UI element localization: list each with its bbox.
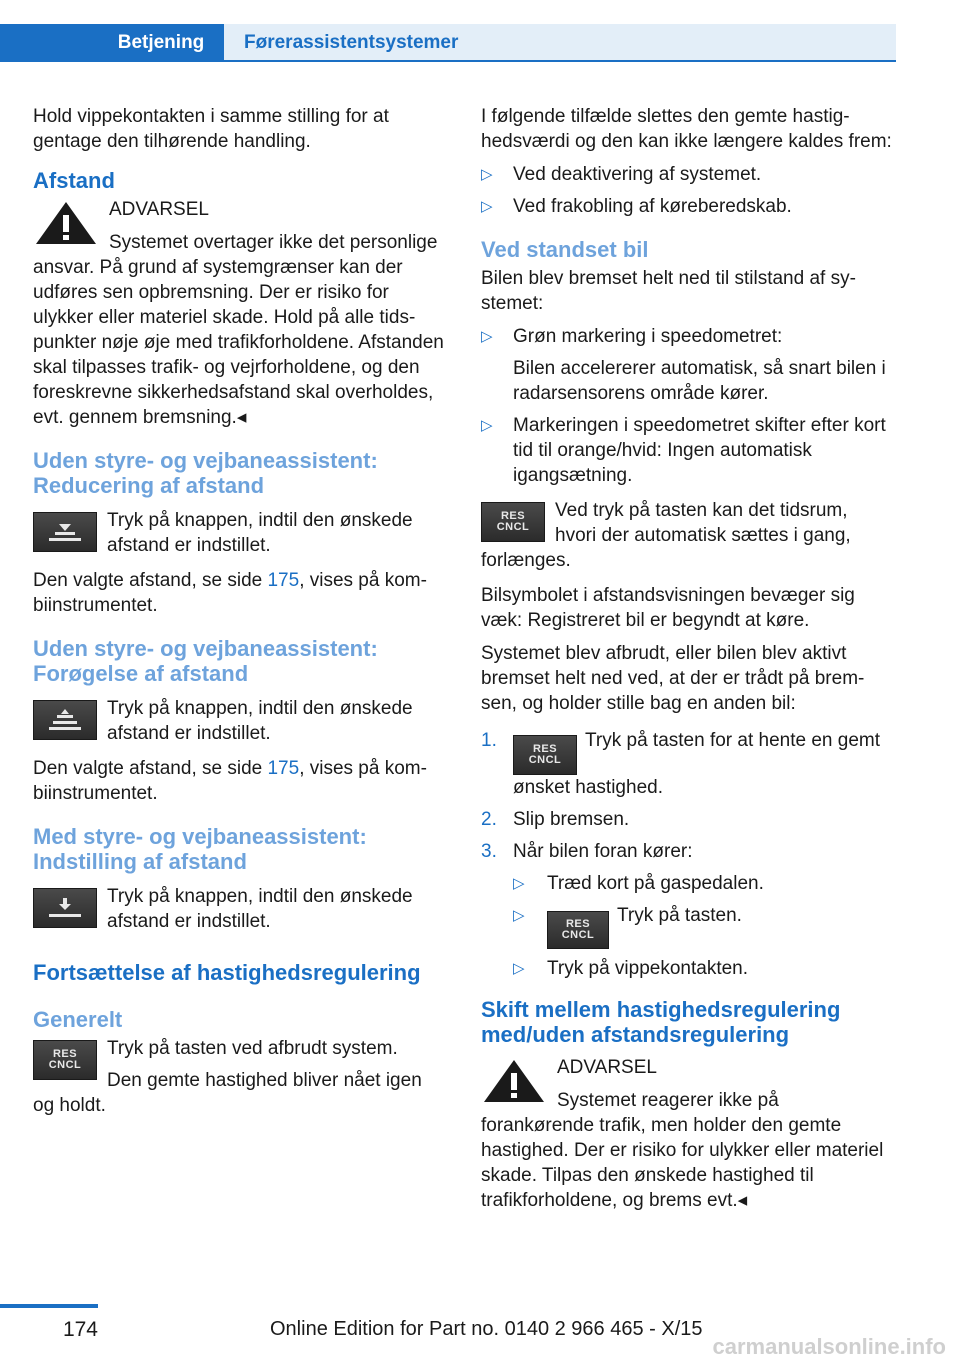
warning-text: Systemet overtager ikke det personlige ansvar. På grund af systemgrænser kan der udføres sen opbremsning. Der er risiko for ulykker eller materiel skade. Hold på alle tidspunkter nøje øje med trafikforholdene. Afstanden skal tilpasses trafik- og vejrforholdene, og den foreskrevne sikkerhedsafstand skal overholdes, evt. gennem bremsning.◂: [33, 232, 444, 428]
steering-instruction: Tryk på knappen, indtil den ønskede afstand er indstillet.: [107, 886, 413, 932]
steps-list: [481, 728, 893, 981]
list-item-text: Ved frakobling af køreberedskab.: [513, 196, 792, 217]
page-number: 174: [62, 1318, 98, 1341]
intro-text: Hold vippekontakten i samme stilling for at gentage den tilhørende handling.: [33, 106, 389, 152]
sub-step-item: [513, 956, 893, 981]
warning-label: ADVARSEL: [557, 1057, 657, 1078]
general-text-1: Tryk på tasten ved afbrudt system.: [107, 1038, 398, 1059]
list-item: [481, 162, 893, 187]
heading-general: Generelt: [33, 1007, 123, 1032]
cncl-label: CNCL: [528, 754, 562, 766]
res-label: RES: [565, 918, 591, 930]
left-column: [33, 104, 445, 1128]
heading-switch-regulation: Skift mellem hastighedsregulering med/uden afstandsregulering: [481, 997, 841, 1047]
warning-text: Systemet reagerer ikke på forankørende trafik, men holder den gemte hastighed. Der er risiko for ulykker eller materiel skade. Tilpas den ønskede hastighed til trafikforholdene, og brems evt.◂: [481, 1090, 884, 1211]
res-cncl-key-icon: [547, 911, 609, 949]
reduce-note: [33, 568, 445, 618]
sub-step-item: [513, 903, 893, 949]
warning-block: [33, 197, 445, 430]
right-column: [481, 104, 893, 1223]
stationary-intro: Bilen blev bremset helt ned til stilstand af systemet:: [481, 268, 856, 314]
warning-triangle-icon: [481, 1057, 547, 1109]
triangle-bullet-icon: ▷: [513, 960, 525, 977]
list-item-text: Markeringen i speedometret skifter efter kort tid til orange/hvid: Ingen automatisk igangsætning.: [513, 415, 886, 486]
heading-continue-speed-control: Fortsættelse af hastighedsregulering: [33, 960, 421, 985]
stationary-list: [481, 324, 893, 488]
res-extend-block: [481, 498, 893, 573]
general-key-block: [33, 1036, 445, 1118]
triangle-bullet-icon: ▷: [481, 417, 493, 434]
reduce-note-text: Den valgte afstand, se side: [33, 570, 268, 591]
step-item: [481, 728, 893, 800]
header-accent-bar: [0, 24, 98, 62]
triangle-bullet-icon: ▷: [481, 328, 493, 345]
list-item-text: Bilen accelererer automatisk, så snart bilen i radarsensorens område kører.: [513, 358, 886, 404]
cncl-label: CNCL: [48, 1059, 82, 1071]
list-item-text: Ved deaktivering af systemet.: [513, 164, 762, 185]
increase-note: [33, 756, 445, 806]
steering-key-block: [33, 884, 445, 934]
reduce-note-text-end: , vises på kombiinstrumentet.: [33, 570, 427, 616]
res-label: RES: [532, 743, 558, 755]
step-text: Når bilen foran kører:: [513, 841, 693, 862]
res-label: RES: [52, 1048, 78, 1060]
cncl-label: CNCL: [496, 521, 530, 533]
deletion-intro: I følgende tilfælde slettes den gemte hastighedsværdi og den kan ikke længere kaldes frem:: [481, 106, 892, 152]
distance-decrease-key-icon: [33, 512, 97, 552]
deletion-list: [481, 162, 893, 219]
heading-afstand: Afstand: [33, 168, 115, 193]
sub-step-item: [513, 871, 893, 896]
sub-step-text: Tryk på vippekontakten.: [547, 958, 749, 979]
res-cncl-key-icon: [481, 502, 545, 542]
stopped-text: Systemet blev afbrudt, eller bilen blev aktivt bremset helt ned ved, at der er trådt på bremsen, og holder stille bag en anden bil:: [481, 643, 865, 714]
increase-note-text-end: , vises på kombiinstrumentet.: [33, 758, 427, 804]
warning-triangle-icon: [33, 199, 99, 251]
step-text: Slip bremsen.: [513, 809, 630, 830]
list-item-title: Grøn markering i speedometret:: [513, 326, 783, 347]
triangle-bullet-icon: ▷: [481, 166, 493, 183]
increase-instruction: Tryk på knappen, indtil den ønskede afstand er indstillet.: [107, 698, 413, 744]
page-link-175[interactable]: 175: [267, 570, 300, 591]
watermark: carmanualsonline.info: [712, 1334, 946, 1359]
distance-increase-key-icon: [33, 700, 97, 740]
list-item: [481, 324, 893, 406]
res-cncl-key-icon: [33, 1040, 97, 1080]
heading-reduce-distance: Uden styre- og vejbaneassistent: Reducering af afstand: [33, 448, 378, 498]
page-link-175[interactable]: 175: [267, 758, 300, 779]
triangle-bullet-icon: ▷: [513, 907, 525, 924]
sub-step-text: Træd kort på gaspedalen.: [547, 873, 764, 894]
step-number: 2.: [481, 809, 497, 830]
step-number: 3.: [481, 841, 497, 862]
step-item: [481, 807, 893, 832]
step-text: Tryk på tasten for at hente en gemt ønsket hastighed.: [513, 730, 881, 798]
symbol-text: Bilsymbolet i afstandsvisningen bevæger sig væk: Registreret bil er begyndt at køre.: [481, 585, 855, 631]
heading-stationary: Ved standset bil: [481, 237, 649, 262]
tab-betjening[interactable]: Betjening: [98, 24, 224, 62]
distance-set-key-icon: [33, 888, 97, 928]
warning-block: [481, 1055, 893, 1213]
step-item: [481, 839, 893, 981]
res-extend-text: Ved tryk på tasten kan det tidsrum, hvori der automatisk sættes i gang, forlænges.: [481, 500, 851, 571]
list-item: [481, 194, 893, 219]
sub-steps-list: [513, 871, 893, 981]
cncl-label: CNCL: [561, 929, 595, 941]
tab-forerassistentsystemer[interactable]: Førerassistentsystemer: [224, 24, 896, 62]
edition-text: Online Edition for Part no. 0140 2 966 465 - X/15: [270, 1318, 703, 1340]
triangle-bullet-icon: ▷: [481, 198, 493, 215]
warning-label: ADVARSEL: [109, 199, 209, 220]
increase-key-block: [33, 696, 445, 746]
heading-increase-distance: Uden styre- og vejbaneassistent: Forøgelse af afstand: [33, 636, 378, 686]
reduce-instruction: Tryk på knappen, indtil den ønskede afstand er indstillet.: [107, 510, 413, 556]
reduce-key-block: [33, 508, 445, 558]
sub-step-text: Tryk på tasten.: [617, 905, 742, 926]
increase-note-text: Den valgte afstand, se side: [33, 758, 268, 779]
list-item: [481, 413, 893, 488]
res-cncl-key-icon: [513, 735, 577, 775]
footer-accent-line: [0, 1304, 98, 1308]
step-number: 1.: [481, 730, 497, 751]
heading-steering-distance: Med styre- og vejbaneassistent: Indstilling af afstand: [33, 824, 367, 874]
triangle-bullet-icon: ▷: [513, 875, 525, 892]
res-label: RES: [500, 510, 526, 522]
header-divider: [0, 60, 896, 62]
general-text-2: Den gemte hastighed bliver nået igen og holdt.: [33, 1070, 422, 1116]
